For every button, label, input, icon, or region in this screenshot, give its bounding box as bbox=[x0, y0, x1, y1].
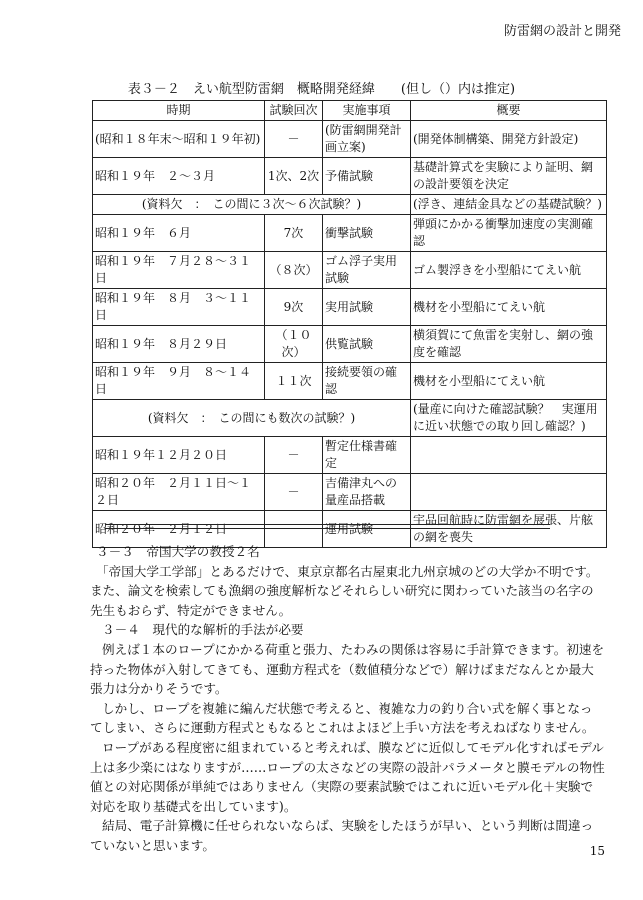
column-header: 時期 bbox=[93, 101, 265, 121]
period-cell: 昭和２０年 ２月１１日～１２日 bbox=[93, 474, 265, 511]
section-heading: ３－３ 帝国大学の教授２名 bbox=[96, 544, 260, 559]
body-text bbox=[90, 542, 605, 856]
summary-cell: (浮き、連結金具などの基礎試験？) bbox=[411, 195, 607, 215]
body-paragraph: しかし、ロープを複雑に編んだ状態で考えると、複雑な力の釣り合い式を解く事となってしまい、さらに運動方程式ともなるとこれはよほど上手い方法を考えねばなりません。 bbox=[90, 700, 595, 736]
table-row bbox=[93, 400, 607, 437]
period-cell: 昭和１９年 ７月２８～３１日 bbox=[93, 252, 265, 289]
development-history-table bbox=[92, 100, 607, 548]
period-cell: 昭和１９年１２月２０日 bbox=[93, 437, 265, 474]
summary-cell: 基礎計算式を実験により証明、網の設計要領を決定 bbox=[411, 158, 607, 195]
action-cell: 衝撃試験 bbox=[323, 215, 411, 252]
table-row bbox=[93, 195, 607, 215]
action-cell: 運用試験 bbox=[323, 511, 411, 548]
summary-cell: ゴム製浮きを小型船にてえい航 bbox=[411, 252, 607, 289]
round-cell: － bbox=[265, 437, 323, 474]
period-cell: (昭和１８年末～昭和１９年初) bbox=[93, 121, 265, 158]
body-paragraph: 「帝国大学工学部」とあるだけで、東京京都名古屋東北九州京城のどの大学か不明です。また、論文を検索しても漁網の強度解析などそれらしい研究に関わっていた該当の名字の先生もおらず、特定ができません。 bbox=[90, 563, 599, 618]
table-row bbox=[93, 215, 607, 252]
period-cell: 昭和１９年 ６月 bbox=[93, 215, 265, 252]
table-header-row bbox=[93, 101, 607, 121]
table-row bbox=[93, 474, 607, 511]
summary-cell: 宇品回航時に防雷網を展張、片舷の網を喪失 bbox=[411, 511, 607, 548]
section-heading: ３－４ 現代的な解析的手法が必要 bbox=[102, 622, 304, 638]
body-paragraph: 結局、電子計算機に任せられないならば、実験をしたほうが早い、という判断は間違っていないと思います。 bbox=[90, 818, 594, 853]
summary-cell: 機材を小型船にてえい航 bbox=[411, 289, 607, 326]
summary-cell: (開発体制構築、開発方針設定) bbox=[411, 121, 607, 158]
page-number: 15 bbox=[589, 844, 605, 858]
summary-cell bbox=[411, 437, 607, 474]
running-header: 防雷網の設計と開発 bbox=[503, 24, 621, 39]
action-cell: 供覧試験 bbox=[323, 326, 411, 363]
summary-cell: 機材を小型船にてえい航 bbox=[411, 363, 607, 400]
period-cell: 昭和２０年 ２月１２日 bbox=[93, 511, 265, 548]
round-cell: － bbox=[265, 511, 323, 548]
action-cell: (防雷網開発計画立案) bbox=[323, 121, 411, 158]
summary-cell bbox=[411, 474, 607, 511]
table-row bbox=[93, 121, 607, 158]
missing-records-cell: (資料欠 ： この間にも数次の試験？) bbox=[93, 400, 411, 437]
table-row bbox=[93, 252, 607, 289]
action-cell: 予備試験 bbox=[323, 158, 411, 195]
column-header: 試験回次 bbox=[265, 101, 323, 121]
action-cell: ゴム浮子実用試験 bbox=[323, 252, 411, 289]
column-header: 概要 bbox=[411, 101, 607, 121]
period-cell: 昭和１９年 ９月 ８～１４日 bbox=[93, 363, 265, 400]
summary-cell: 弾頭にかかる衝撃加速度の実測確認 bbox=[411, 215, 607, 252]
body-paragraph: ロープがある程度密に組まれていると考えれば、膜などに近似してモデル化すればモデル上は多少楽にはなりますが……ロープの太さなどの実際の設計パラメータと膜モデルの物性値との対応関係が単純ではありません（実際の要素試験ではこれに近いモデル化＋実験で対応を取り基礎式を出しています)。 bbox=[90, 739, 605, 814]
table-row bbox=[93, 363, 607, 400]
body-paragraph: 例えば１本のロープにかかる荷重と張力、たわみの関係は容易に手計算できます。初速を持った物体が入射してきても、運動方程式を（数値積分などで）解けばまだなんとか最大張力は分かりそうです。 bbox=[90, 641, 605, 697]
round-cell: － bbox=[265, 121, 323, 158]
round-cell: １１次 bbox=[265, 363, 323, 400]
round-cell: 7次 bbox=[265, 215, 323, 252]
missing-records-cell: (資料欠 ： この間に３次～６次試験？) bbox=[93, 195, 411, 215]
round-cell: 9次 bbox=[265, 289, 323, 326]
round-cell: （１０次） bbox=[265, 326, 323, 363]
period-cell: 昭和１９年 ２～３月 bbox=[93, 158, 265, 195]
period-cell: 昭和１９年 ８月２９日 bbox=[93, 326, 265, 363]
summary-cell: 横須賀にて魚雷を実射し、網の強度を確認 bbox=[411, 326, 607, 363]
table-caption: 表３－２ えい航型防雷網 概略開発経緯 (但し（）内は推定) bbox=[127, 82, 516, 97]
action-cell: 接続要領の確認 bbox=[323, 363, 411, 400]
action-cell: 暫定仕様書確定 bbox=[323, 437, 411, 474]
table-row bbox=[93, 158, 607, 195]
column-header: 実施事項 bbox=[323, 101, 411, 121]
action-cell: 実用試験 bbox=[323, 289, 411, 326]
table-row bbox=[93, 437, 607, 474]
action-cell: 吉備津丸への量産品搭載 bbox=[323, 474, 411, 511]
summary-cell: (量産に向けた確認試験？ 実運用に近い状態での取り回し確認？) bbox=[411, 400, 607, 437]
section-divider-bottom bbox=[105, 528, 550, 529]
round-cell: 1次、2次 bbox=[265, 158, 323, 195]
round-cell: － bbox=[265, 474, 323, 511]
period-cell: 昭和１９年 ８月 ３～１１日 bbox=[93, 289, 265, 326]
table-row bbox=[93, 326, 607, 363]
section-divider-top bbox=[105, 524, 550, 525]
round-cell: （８次） bbox=[265, 252, 323, 289]
table-row bbox=[93, 289, 607, 326]
